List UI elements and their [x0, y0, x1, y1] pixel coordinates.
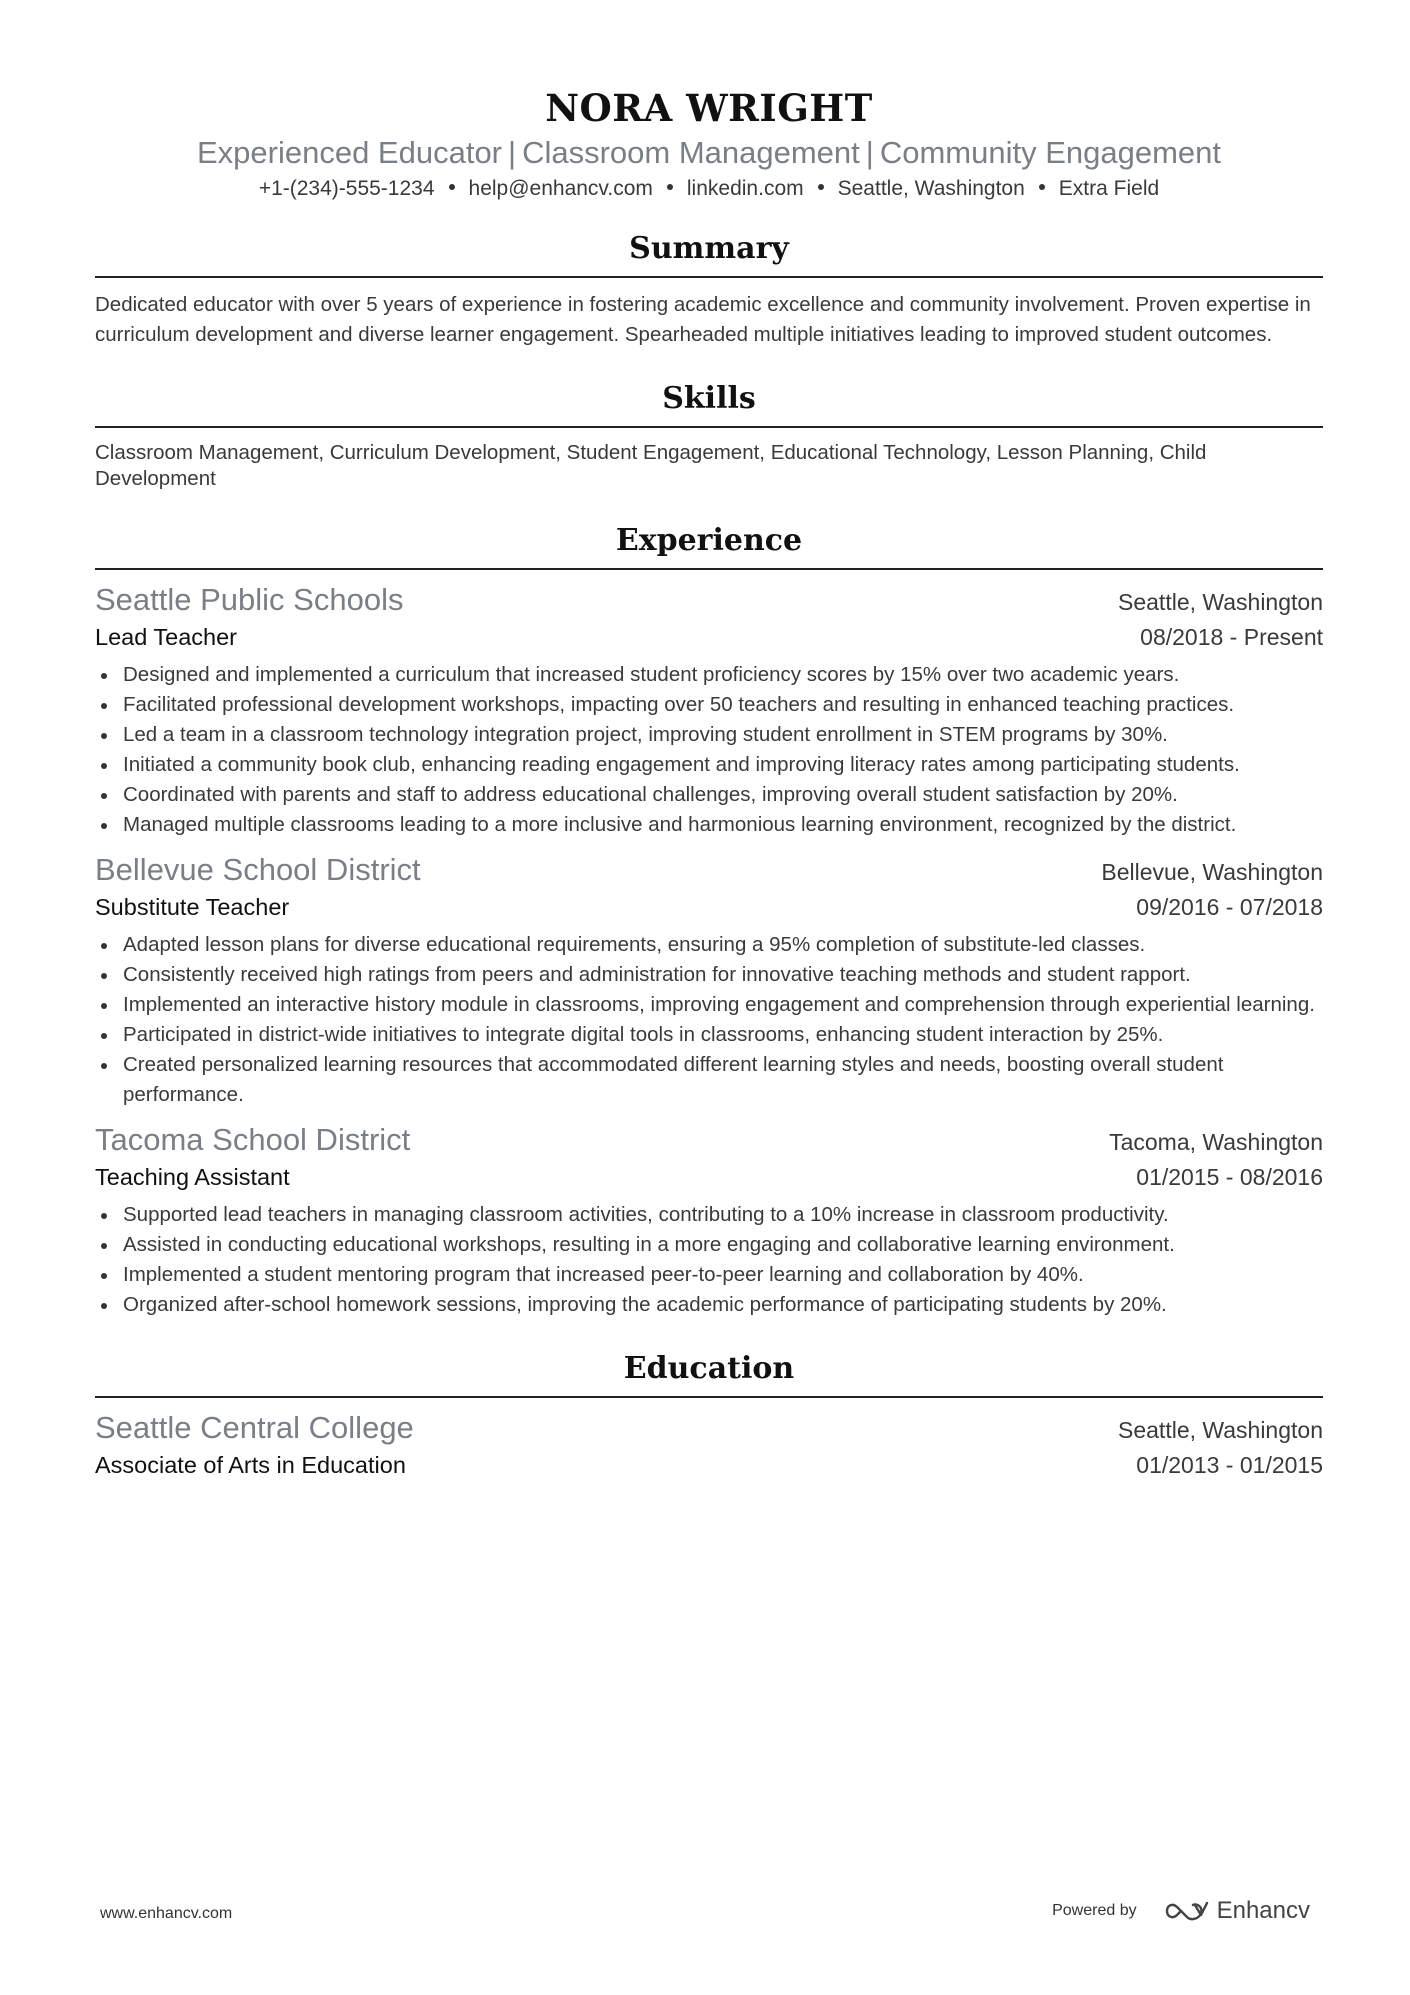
bullet-separator	[667, 184, 673, 190]
contact-location: Seattle, Washington	[837, 177, 1025, 200]
section-title: Experience	[95, 520, 1323, 570]
contact-phone: +1-(234)-555-1234	[258, 177, 435, 200]
job-dates: 08/2018 - Present	[1140, 624, 1323, 650]
list-item: Implemented an interactive history module in classrooms, improving engagement and comprehension through experiential learning.	[95, 990, 1323, 1020]
brand-logo[interactable]	[1163, 1897, 1310, 1925]
candidate-name: NORA WRIGHT	[545, 86, 873, 130]
section-title: Skills	[95, 378, 1323, 428]
contact-email[interactable]: help@enhancv.com	[468, 177, 653, 200]
section-title: Education	[95, 1348, 1323, 1398]
footer-website-link[interactable]: www.enhancv.com	[100, 1905, 233, 1922]
entry-header	[95, 1408, 1323, 1448]
school-name: Seattle Central College	[95, 1410, 414, 1445]
education-section	[95, 1348, 1323, 1482]
entry-subheader	[95, 1448, 1323, 1482]
job-title: Lead Teacher	[95, 624, 237, 650]
entry-subheader	[95, 890, 1323, 924]
experience-entry	[95, 580, 1323, 840]
job-bullets	[95, 660, 1323, 840]
resume-header	[95, 0, 1323, 204]
job-bullets	[95, 930, 1323, 1110]
list-item: Organized after-school homework sessions, improving the academic performance of participating students by 20%.	[95, 1290, 1323, 1320]
job-bullets	[95, 1200, 1323, 1320]
employer-name: Seattle Public Schools	[95, 582, 404, 617]
list-item: Adapted lesson plans for diverse educational requirements, ensuring a 95% completion of substitute-led classes.	[95, 930, 1323, 960]
headline-item: Classroom Management	[522, 135, 860, 170]
headline	[95, 132, 1323, 174]
list-item: Created personalized learning resources that accommodated different learning styles and needs, boosting overall student performance.	[95, 1050, 1323, 1110]
job-title: Substitute Teacher	[95, 894, 290, 920]
contact-info	[95, 174, 1323, 204]
job-title: Teaching Assistant	[95, 1164, 290, 1190]
list-item: Initiated a community book club, enhancing reading engagement and improving literacy rates among participating students.	[95, 750, 1323, 780]
skills-section	[95, 378, 1323, 492]
list-item: Facilitated professional development workshops, impacting over 50 teachers and resulting in enhanced teaching practices.	[95, 690, 1323, 720]
job-location: Bellevue, Washington	[1101, 859, 1323, 885]
bullet-separator	[449, 184, 455, 190]
experience-section	[95, 520, 1323, 1320]
section-title: Summary	[95, 228, 1323, 278]
entry-subheader	[95, 1160, 1323, 1194]
experience-entry	[95, 850, 1323, 1110]
list-item: Managed multiple classrooms leading to a more inclusive and harmonious learning environment, recognized by the district.	[95, 810, 1323, 840]
list-item: Implemented a student mentoring program that increased peer-to-peer learning and collaboration by 40%.	[95, 1260, 1323, 1290]
resume-page	[95, 0, 1323, 1482]
headline-separator: |	[865, 135, 874, 170]
list-item: Participated in district-wide initiatives to integrate digital tools in classrooms, enhancing student interaction by 25%.	[95, 1020, 1323, 1050]
list-item: Designed and implemented a curriculum that increased student proficiency scores by 15% over two academic years.	[95, 660, 1323, 690]
enhancv-logo-icon	[1163, 1899, 1209, 1923]
education-dates: 01/2013 - 01/2015	[1136, 1452, 1323, 1478]
job-dates: 09/2016 - 07/2018	[1136, 894, 1323, 920]
entry-header	[95, 850, 1323, 890]
brand-name: Enhancv	[1216, 1897, 1310, 1924]
headline-separator: |	[508, 135, 517, 170]
list-item: Assisted in conducting educational workshops, resulting in a more engaging and collaborative learning environment.	[95, 1230, 1323, 1260]
employer-name: Bellevue School District	[95, 852, 421, 887]
job-location: Seattle, Washington	[1118, 589, 1323, 615]
list-item: Led a team in a classroom technology integration project, improving student enrollment in STEM programs by 30%.	[95, 720, 1323, 750]
powered-by-label: Powered by	[1052, 1902, 1137, 1919]
skills-text: Classroom Management, Curriculum Development, Student Engagement, Educational Technology, Lesson Planning, Child Development	[95, 441, 1207, 490]
bullet-separator	[818, 184, 824, 190]
school-location: Seattle, Washington	[1118, 1417, 1323, 1443]
powered-by	[1052, 1897, 1310, 1925]
employer-name: Tacoma School District	[95, 1122, 411, 1157]
job-dates: 01/2015 - 08/2016	[1136, 1164, 1323, 1190]
entry-header	[95, 1120, 1323, 1160]
list-item: Consistently received high ratings from peers and administration for innovative teaching methods and student rapport.	[95, 960, 1323, 990]
contact-extra: Extra Field	[1058, 177, 1160, 200]
list-item: Supported lead teachers in managing classroom activities, contributing to a 10% increase in classroom productivity.	[95, 1200, 1323, 1230]
headline-item: Experienced Educator	[196, 135, 503, 170]
summary-text: Dedicated educator with over 5 years of experience in fostering academic excellence and community involvement. Proven expertise in curriculum development and diverse learner engagement. Spearheaded multiple initiatives leading to improved student outcomes.	[95, 293, 1311, 346]
bullet-separator	[1039, 184, 1045, 190]
entry-header	[95, 580, 1323, 620]
entry-subheader	[95, 620, 1323, 654]
contact-linkedin[interactable]: linkedin.com	[686, 177, 804, 200]
degree: Associate of Arts in Education	[95, 1452, 406, 1478]
education-entry	[95, 1408, 1323, 1482]
headline-item: Community Engagement	[879, 135, 1222, 170]
experience-entry	[95, 1120, 1323, 1320]
summary-section	[95, 228, 1323, 350]
list-item: Coordinated with parents and staff to address educational challenges, improving overall student satisfaction by 20%.	[95, 780, 1323, 810]
job-location: Tacoma, Washington	[1109, 1129, 1323, 1155]
